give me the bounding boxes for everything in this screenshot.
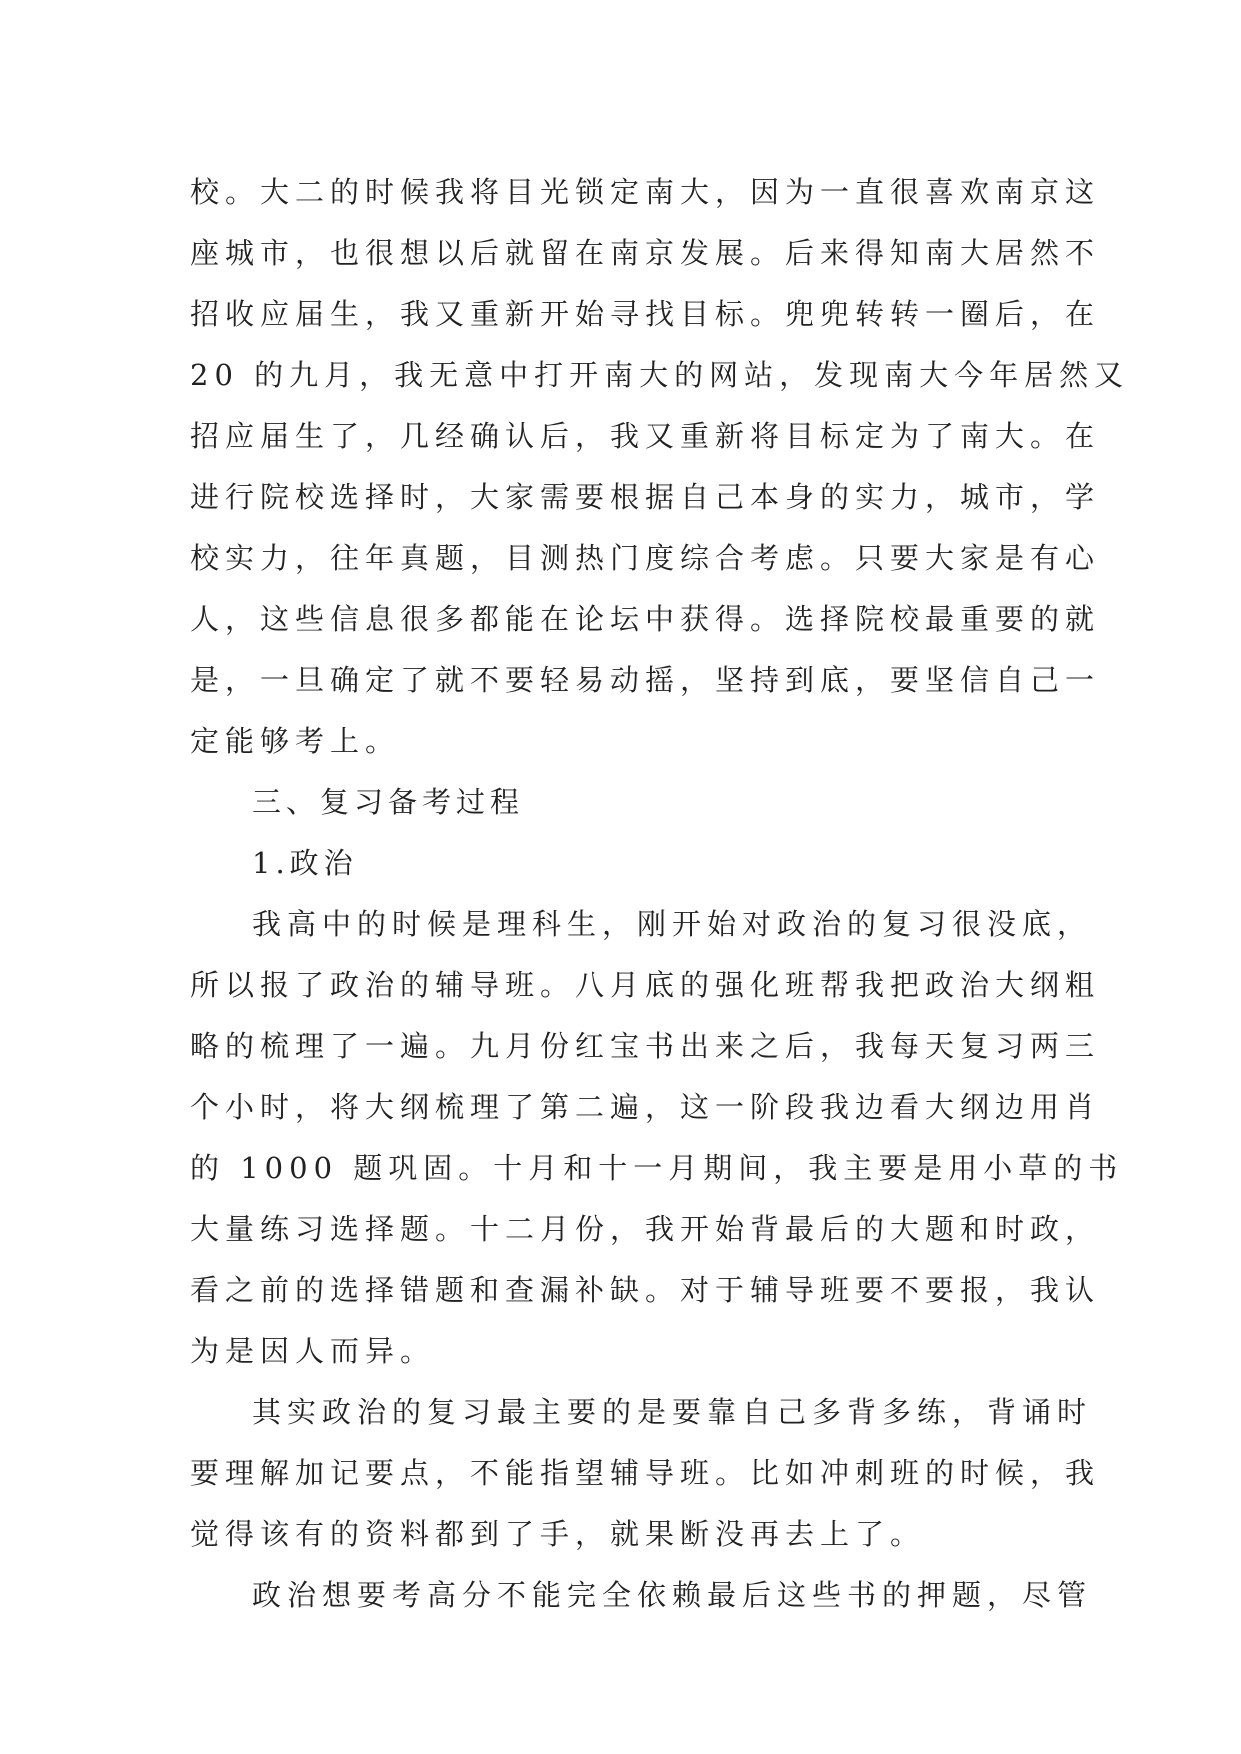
paragraph-politics-review	[190, 894, 1124, 1382]
text-line: 招应届生了，几经确认后，我又重新将目标定为了南大。在	[190, 419, 1101, 453]
text-line: 的 1000 题巩固。十月和十一月期间，我主要是用小草的书	[190, 1151, 1124, 1185]
text-line: 其实政治的复习最主要的是要靠自己多背多练，背诵时	[252, 1395, 1093, 1429]
text-line: 定能够考上。	[190, 724, 401, 758]
subsection-heading: 1.政治	[252, 846, 358, 880]
text-line: 招收应届生，我又重新开始寻找目标。兜兜转转一圈后，在	[190, 297, 1101, 331]
text-line: 座城市，也很想以后就留在南京发展。后来得知南大居然不	[190, 236, 1101, 270]
text-line: 我高中的时候是理科生，刚开始对政治的复习很没底，	[252, 907, 1093, 941]
text-line: 校。大二的时候我将目光锁定南大，因为一直很喜欢南京这	[190, 175, 1101, 209]
text-line: 人，这些信息很多都能在论坛中获得。选择院校最重要的就	[190, 602, 1101, 636]
document-body	[190, 162, 1130, 1626]
text-line: 政治想要考高分不能完全依赖最后这些书的押题，尽管	[252, 1578, 1093, 1612]
text-line: 为是因人而异。	[190, 1334, 436, 1368]
paragraph-school-choice	[190, 162, 1130, 772]
text-line: 略的梳理了一遍。九月份红宝书出来之后，我每天复习两三	[190, 1029, 1101, 1063]
text-line: 20 的九月，我无意中打开南大的网站，发现南大今年居然又	[190, 358, 1130, 392]
text-line: 进行院校选择时，大家需要根据自己本身的实力，城市，学	[190, 480, 1101, 514]
text-line: 个小时，将大纲梳理了第二遍，这一阶段我边看大纲边用肖	[190, 1090, 1101, 1124]
text-line: 校实力，往年真题，目测热门度综合考虑。只要大家是有心	[190, 541, 1101, 575]
text-line: 觉得该有的资料都到了手，就果断没再去上了。	[190, 1517, 926, 1551]
text-line: 要理解加记要点，不能指望辅导班。比如冲刺班的时候，我	[190, 1456, 1101, 1490]
section-heading: 三、复习备考过程	[252, 785, 525, 819]
text-line: 是，一旦确定了就不要轻易动摇，坚持到底，要坚信自己一	[190, 663, 1101, 697]
text-line: 所以报了政治的辅导班。八月底的强化班帮我把政治大纲粗	[190, 968, 1101, 1002]
paragraph-self-study	[190, 1382, 1101, 1565]
text-line: 大量练习选择题。十二月份，我开始背最后的大题和时政，	[190, 1212, 1101, 1246]
paragraph-high-score	[190, 1565, 1093, 1626]
text-line: 看之前的选择错题和查漏补缺。对于辅导班要不要报，我认	[190, 1273, 1101, 1307]
